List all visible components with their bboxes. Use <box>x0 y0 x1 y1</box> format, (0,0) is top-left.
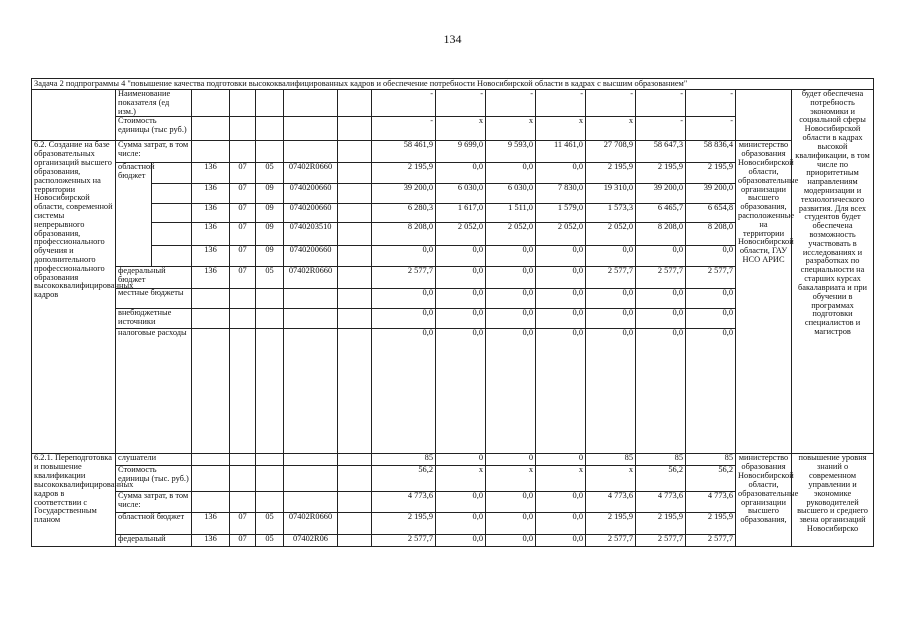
value-cell: 0,0 <box>486 535 536 547</box>
value-cell <box>338 90 372 117</box>
csr-code-cell <box>284 492 338 513</box>
value-cell: 8 208,0 <box>686 223 736 246</box>
csr-code-cell <box>284 289 338 309</box>
value-cell: 2 577,7 <box>586 535 636 547</box>
value-cell: 2 577,7 <box>636 535 686 547</box>
value-cell: 0,0 <box>372 246 436 267</box>
value-cell: 0,0 <box>486 513 536 535</box>
value-cell: 2 052,0 <box>586 223 636 246</box>
executor: министерство образования Новосибирской области, образовательные организации высшего образования, расположенные на территории Новосибирской области, ГАУ НСО АРИС <box>736 141 792 454</box>
rz-code-cell <box>230 117 256 141</box>
page-number: 134 <box>443 32 462 46</box>
rz-code-cell: 07 <box>230 184 256 204</box>
csr-code-cell: 0740200660 <box>284 184 338 204</box>
pr-code-cell: 05 <box>256 513 284 535</box>
value-cell: 0 <box>536 454 586 466</box>
value-cell: 0,0 <box>536 535 586 547</box>
pr-code-cell <box>256 329 284 454</box>
value-cell <box>338 535 372 547</box>
value-cell: 0,0 <box>536 513 586 535</box>
measure-name-2: 6.2.1. Переподготовка и повышение квалификации высококвалифицированных кадров в соответствии с Государственным планом <box>32 454 116 547</box>
value-cell: 0,0 <box>636 289 686 309</box>
csr-code-cell <box>284 141 338 163</box>
rz-code-cell <box>230 90 256 117</box>
rz-code-cell: 07 <box>230 163 256 184</box>
value-cell: 58 647,3 <box>636 141 686 163</box>
value-cell: 0,0 <box>586 309 636 329</box>
expected-result-2: повышение уровня знаний о современном управлении и экономике руководителей высшего и среднего звена организаций Новосибирско <box>792 454 874 547</box>
value-cell: - <box>636 90 686 117</box>
csr-code-cell: 0740200660 <box>284 246 338 267</box>
value-cell: 0,0 <box>486 492 536 513</box>
oblast-budget-label-2: областной бюджет <box>116 513 192 535</box>
value-cell: 2 052,0 <box>536 223 586 246</box>
csr-code-cell <box>284 117 338 141</box>
grbs-code-cell <box>192 90 230 117</box>
pr-code-cell: 09 <box>256 184 284 204</box>
value-cell <box>338 117 372 141</box>
value-cell: х <box>436 466 486 492</box>
value-cell: 9 699,0 <box>436 141 486 163</box>
pr-code-cell <box>256 309 284 329</box>
csr-code-cell <box>284 454 338 466</box>
value-cell: х <box>586 466 636 492</box>
value-cell: 0,0 <box>636 246 686 267</box>
value-cell: 0,0 <box>372 309 436 329</box>
listeners-label: слушатели <box>116 454 192 466</box>
value-cell: 0 <box>486 454 536 466</box>
value-cell: 0,0 <box>436 329 486 454</box>
grbs-code-cell: 136 <box>192 267 230 289</box>
value-cell <box>338 466 372 492</box>
value-cell: 56,2 <box>686 466 736 492</box>
pr-code-cell: 09 <box>256 204 284 223</box>
value-cell: 1 573,3 <box>586 204 636 223</box>
grbs-code-cell: 136 <box>192 184 230 204</box>
grbs-code-cell <box>192 141 230 163</box>
local-budgets-label: местные бюджеты <box>116 289 192 309</box>
value-cell: 1 617,0 <box>436 204 486 223</box>
grbs-code-cell: 136 <box>192 513 230 535</box>
csr-code-cell: 07402R0660 <box>284 163 338 184</box>
federal-budget-label-2: федеральный <box>116 535 192 547</box>
value-cell: 0,0 <box>486 246 536 267</box>
csr-code-cell <box>284 90 338 117</box>
csr-code-cell: 07402R0660 <box>284 267 338 289</box>
grbs-code-cell <box>192 289 230 309</box>
grbs-code-cell: 136 <box>192 223 230 246</box>
value-cell: х <box>486 466 536 492</box>
value-cell: 2 195,9 <box>686 513 736 535</box>
value-cell: 85 <box>586 454 636 466</box>
value-cell: 11 461,0 <box>536 141 586 163</box>
value-cell: 6 030,0 <box>436 184 486 204</box>
value-cell: 2 577,7 <box>636 267 686 289</box>
rz-code-cell <box>230 492 256 513</box>
value-cell: 39 200,0 <box>686 184 736 204</box>
value-cell: 8 208,0 <box>636 223 686 246</box>
value-cell: х <box>436 117 486 141</box>
value-cell: 39 200,0 <box>636 184 686 204</box>
value-cell <box>338 267 372 289</box>
value-cell: 0,0 <box>436 535 486 547</box>
unit-cost-label: Стоимость единицы (тыс руб.) <box>116 117 192 141</box>
value-cell: 0,0 <box>636 329 686 454</box>
value-cell: 0,0 <box>486 329 536 454</box>
value-cell: 56,2 <box>372 466 436 492</box>
grbs-code-cell <box>192 492 230 513</box>
value-cell: 0,0 <box>536 329 586 454</box>
pr-code-cell: 05 <box>256 163 284 184</box>
value-cell: 1 579,0 <box>536 204 586 223</box>
value-cell: 6 465,7 <box>636 204 686 223</box>
pr-code-cell <box>256 90 284 117</box>
pr-code-cell: 05 <box>256 267 284 289</box>
expected-result: будет обеспечена потребность экономики и социальной сферы Новосибирской области в кадрах высокой квалификации, в том числе по приоритетным направлениям модернизации и технологического развития. Для всех студентов будет обеспечена возможность участвовать в исследованиях и разработках по специальности на старших курсах бакалавриата и при обучении в программах подготовки специалистов и магистров <box>792 90 874 454</box>
value-cell <box>338 329 372 454</box>
tax-expenses-label: налоговые расходы <box>116 329 192 454</box>
value-cell: - <box>372 117 436 141</box>
task-header: Задача 2 подпрограммы 4 "повышение качества подготовки высококвалифицированных кадров и обеспечение потребности Новосибирской области в кадрах с высшим образованием" <box>32 79 874 90</box>
value-cell: - <box>372 90 436 117</box>
value-cell: 9 593,0 <box>486 141 536 163</box>
value-cell: 2 052,0 <box>486 223 536 246</box>
value-cell: 0,0 <box>436 513 486 535</box>
measure-name: 6.2. Создание на базе образовательных организаций высшего образования, расположенных на территории Новосибирской области, современной системы непрерывного образования, профессионального обучения и дополнительного профессионального образования высококвалифицированных кадров <box>32 141 116 454</box>
value-cell: 4 773,6 <box>636 492 686 513</box>
pr-code-cell: 05 <box>256 535 284 547</box>
value-cell: 6 030,0 <box>486 184 536 204</box>
value-cell: 58 836,4 <box>686 141 736 163</box>
table-row <box>32 141 874 163</box>
value-cell: 85 <box>636 454 686 466</box>
value-cell: 0,0 <box>536 492 586 513</box>
value-cell: 2 577,7 <box>586 267 636 289</box>
value-cell: х <box>536 117 586 141</box>
rz-code-cell: 07 <box>230 223 256 246</box>
value-cell: 2 195,9 <box>686 163 736 184</box>
value-cell: 0,0 <box>536 289 586 309</box>
csr-code-cell <box>284 329 338 454</box>
pr-code-cell <box>256 454 284 466</box>
value-cell: 85 <box>686 454 736 466</box>
value-cell: 0,0 <box>436 289 486 309</box>
grbs-code-cell <box>192 454 230 466</box>
value-cell: 19 310,0 <box>586 184 636 204</box>
value-cell: - <box>686 90 736 117</box>
pr-code-cell <box>256 141 284 163</box>
value-cell: - <box>486 90 536 117</box>
value-cell <box>338 141 372 163</box>
rz-code-cell <box>230 289 256 309</box>
value-cell: 0,0 <box>536 163 586 184</box>
value-cell: 0,0 <box>436 492 486 513</box>
value-cell: 39 200,0 <box>372 184 436 204</box>
value-cell <box>338 309 372 329</box>
value-cell: 0,0 <box>686 246 736 267</box>
value-cell: 2 195,9 <box>636 513 686 535</box>
value-cell: 2 052,0 <box>436 223 486 246</box>
table-row <box>32 454 874 466</box>
value-cell <box>338 204 372 223</box>
value-cell <box>338 246 372 267</box>
value-cell: 0,0 <box>372 329 436 454</box>
value-cell <box>338 492 372 513</box>
value-cell: х <box>536 466 586 492</box>
value-cell <box>338 184 372 204</box>
value-cell: 0 <box>436 454 486 466</box>
value-cell: 0,0 <box>536 267 586 289</box>
table-row <box>32 90 874 117</box>
rz-code-cell <box>230 454 256 466</box>
value-cell: 0,0 <box>686 289 736 309</box>
total-costs-label-2: Сумма затрат, в том числе: <box>116 492 192 513</box>
value-cell: 2 195,9 <box>636 163 686 184</box>
pr-code-cell: 09 <box>256 223 284 246</box>
grbs-code-cell: 136 <box>192 204 230 223</box>
pr-code-cell <box>256 492 284 513</box>
value-cell <box>338 223 372 246</box>
value-cell: 0,0 <box>486 309 536 329</box>
value-cell: 27 708,9 <box>586 141 636 163</box>
pr-code-cell <box>256 117 284 141</box>
value-cell: 2 577,7 <box>686 535 736 547</box>
total-costs-label: Сумма затрат, в том числе: <box>116 141 192 163</box>
grbs-code-cell: 136 <box>192 163 230 184</box>
value-cell: 0,0 <box>686 329 736 454</box>
executor-2: министерство образования Новосибирской области, образовательные организации высшего образования, <box>736 454 792 547</box>
rz-code-cell <box>230 141 256 163</box>
pr-code-cell <box>256 289 284 309</box>
indicator-label: Наименование показателя (ед изм.) <box>116 90 192 117</box>
value-cell: 0,0 <box>372 289 436 309</box>
value-cell <box>338 513 372 535</box>
value-cell: - <box>686 117 736 141</box>
federal-budget-label: федеральный бюджет <box>116 267 192 289</box>
grbs-code-cell: 136 <box>192 535 230 547</box>
csr-code-cell: 0740203510 <box>284 223 338 246</box>
value-cell: 2 195,9 <box>586 163 636 184</box>
rz-code-cell: 07 <box>230 535 256 547</box>
value-cell: 7 830,0 <box>536 184 586 204</box>
grbs-code-cell <box>192 117 230 141</box>
value-cell: 0,0 <box>436 246 486 267</box>
value-cell: 0,0 <box>586 246 636 267</box>
rz-code-cell <box>230 466 256 492</box>
value-cell: 4 773,6 <box>586 492 636 513</box>
value-cell: 0,0 <box>636 309 686 329</box>
grbs-code-cell: 136 <box>192 246 230 267</box>
value-cell: 2 577,7 <box>372 535 436 547</box>
value-cell <box>338 289 372 309</box>
value-cell: 0,0 <box>686 309 736 329</box>
value-cell: 0,0 <box>436 267 486 289</box>
value-cell: х <box>486 117 536 141</box>
value-cell: 0,0 <box>486 289 536 309</box>
value-cell: 58 461,9 <box>372 141 436 163</box>
extrabudgetary-label: внебюджетные источники <box>116 309 192 329</box>
rz-code-cell: 07 <box>230 267 256 289</box>
rz-code-cell <box>230 309 256 329</box>
unit-cost-label-2: Стоимость единицы (тыс. руб.) <box>116 466 192 492</box>
value-cell: - <box>536 90 586 117</box>
pr-code-cell: 09 <box>256 246 284 267</box>
value-cell: 2 577,7 <box>372 267 436 289</box>
value-cell: 4 773,6 <box>686 492 736 513</box>
value-cell: х <box>586 117 636 141</box>
value-cell: 2 195,9 <box>372 513 436 535</box>
value-cell: 0,0 <box>486 267 536 289</box>
csr-code-cell <box>284 466 338 492</box>
value-cell: 0,0 <box>586 329 636 454</box>
budget-table <box>31 78 874 547</box>
grbs-code-cell <box>192 329 230 454</box>
value-cell: 0,0 <box>436 309 486 329</box>
csr-code-cell: 07402R06 <box>284 535 338 547</box>
value-cell: 0,0 <box>486 163 536 184</box>
grbs-code-cell <box>192 309 230 329</box>
oblast-budget-label: областной бюджет <box>116 163 152 267</box>
value-cell: 2 195,9 <box>372 163 436 184</box>
csr-code-cell: 07402R0660 <box>284 513 338 535</box>
value-cell: 0,0 <box>536 309 586 329</box>
value-cell: 6 280,3 <box>372 204 436 223</box>
value-cell: - <box>436 90 486 117</box>
value-cell: 56,2 <box>636 466 686 492</box>
grbs-code-cell <box>192 466 230 492</box>
rz-code-cell: 07 <box>230 513 256 535</box>
rz-code-cell: 07 <box>230 204 256 223</box>
value-cell: 2 195,9 <box>586 513 636 535</box>
rz-code-cell <box>230 329 256 454</box>
csr-code-cell: 0740200660 <box>284 204 338 223</box>
value-cell: 85 <box>372 454 436 466</box>
value-cell <box>338 163 372 184</box>
value-cell: 0,0 <box>536 246 586 267</box>
value-cell: 4 773,6 <box>372 492 436 513</box>
value-cell: 1 511,0 <box>486 204 536 223</box>
value-cell: 0,0 <box>436 163 486 184</box>
value-cell: 8 208,0 <box>372 223 436 246</box>
value-cell: - <box>586 90 636 117</box>
value-cell: 2 577,7 <box>686 267 736 289</box>
value-cell <box>338 454 372 466</box>
csr-code-cell <box>284 309 338 329</box>
pr-code-cell <box>256 466 284 492</box>
value-cell: 6 654,8 <box>686 204 736 223</box>
rz-code-cell: 07 <box>230 246 256 267</box>
value-cell: - <box>636 117 686 141</box>
value-cell: 0,0 <box>586 289 636 309</box>
